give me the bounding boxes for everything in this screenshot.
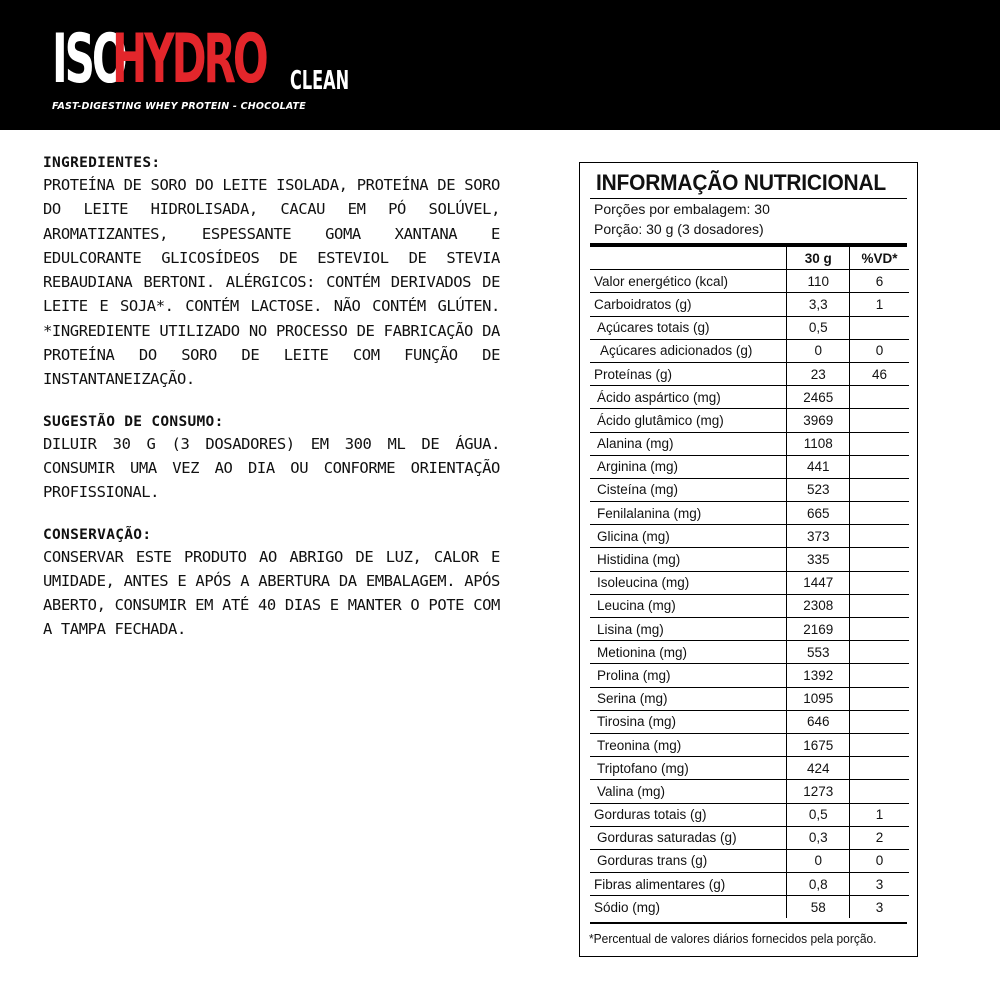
nutrient-dv	[850, 409, 909, 432]
nutrient-name: Açúcares adicionados (g)	[590, 339, 787, 362]
header-amount: 30 g	[787, 247, 850, 270]
nutrient-dv	[850, 757, 909, 780]
nutrient-amount: 0,8	[787, 873, 850, 896]
nutrient-amount: 23	[787, 362, 850, 385]
nutrient-amount: 1447	[787, 571, 850, 594]
nutrient-dv	[850, 525, 909, 548]
nutrient-amount: 58	[787, 896, 850, 919]
nutrient-amount: 0	[787, 849, 850, 872]
nutrient-amount: 2465	[787, 386, 850, 409]
nutrient-name: Prolina (mg)	[590, 664, 787, 687]
nutrient-name: Glicina (mg)	[590, 525, 787, 548]
nutrition-row	[590, 710, 909, 733]
storage-title: CONSERVAÇÃO:	[43, 526, 152, 543]
product-tagline: FAST-DIGESTING WHEY PROTEIN - CHOCOLATE	[52, 101, 306, 112]
nutrition-row	[590, 316, 909, 339]
nutrient-name: Ácido glutâmico (mg)	[590, 409, 787, 432]
nutrition-row	[590, 664, 909, 687]
nutrient-name: Histidina (mg)	[590, 548, 787, 571]
logo-iso-text: ISO	[52, 20, 125, 99]
nutrient-amount: 441	[787, 455, 850, 478]
nutrient-dv: 0	[850, 339, 909, 362]
nutrient-amount: 373	[787, 525, 850, 548]
nutrient-dv	[850, 432, 909, 455]
nutrition-row	[590, 733, 909, 756]
nutrient-dv: 3	[850, 896, 909, 919]
nutrient-name: Leucina (mg)	[590, 594, 787, 617]
storage-text: CONSERVAR ESTE PRODUTO AO ABRIGO DE LUZ, CALOR E UMIDADE, ANTES E APÓS A ABERTURA DA EMBALAGEM. APÓS ABERTO, CONSUMIR EM ATÉ 40 DIAS E MANTER O POTE COM A TAMPA FECHADA.	[43, 547, 500, 639]
nutrient-dv: 1	[850, 803, 909, 826]
nutrition-row	[590, 826, 909, 849]
ingredients-section	[43, 155, 500, 392]
nutrient-name: Ácido aspártico (mg)	[590, 386, 787, 409]
nutrient-dv	[850, 316, 909, 339]
nutrient-name: Treonina (mg)	[590, 733, 787, 756]
nutrition-row	[590, 478, 909, 501]
nutrient-name: Açúcares totais (g)	[590, 316, 787, 339]
nutrient-name: Metionina (mg)	[590, 641, 787, 664]
nutrient-dv	[850, 386, 909, 409]
thick-divider	[590, 922, 907, 924]
nutrient-amount: 335	[787, 548, 850, 571]
nutrient-name: Triptofano (mg)	[590, 757, 787, 780]
nutrient-name: Sódio (mg)	[594, 899, 661, 915]
nutrient-amount: 665	[787, 502, 850, 525]
nutrition-row	[590, 525, 909, 548]
nutrient-dv	[850, 478, 909, 501]
nutrient-name: Tirosina (mg)	[590, 710, 787, 733]
nutrient-name: Gorduras totais (g)	[590, 803, 787, 826]
ingredients-text: PROTEÍNA DE SORO DO LEITE ISOLADA, PROTEÍNA DE SORO DO LEITE HIDROLISADA, CACAU EM PÓ SOLÚVEL, AROMATIZANTES, ESPESSANTE GOMA XANTANA E EDULCORANTE GLICOSÍDEOS DE ESTEVIOL DE STEVIA REBAUDIANA BERTONI. ALÉRGICOS: CONTÉM DERIVADOS DE LEITE E SOJA*. CONTÉM LACTOSE. NÃO CONTÉM GLÚTEN. *INGREDIENTE UTILIZADO NO PROCESSO DE FABRICAÇÃO DA PROTEÍNA DO SORO DE LEITE COM FUNÇÃO DE INSTANTANEIZAÇÃO.	[43, 176, 500, 389]
nutrient-amount: 1273	[787, 780, 850, 803]
nutrient-dv	[850, 733, 909, 756]
nutrient-amount: 0	[787, 339, 850, 362]
nutrition-row	[590, 618, 909, 641]
nutrient-amount: 1108	[787, 432, 850, 455]
nutrition-row	[590, 339, 909, 362]
footnote: *Percentual de valores diários fornecidos pela porção.	[589, 932, 877, 946]
nutrition-title: INFORMAÇÃO NUTRICIONAL	[596, 170, 887, 195]
nutrition-row	[590, 548, 909, 571]
nutrition-row	[590, 594, 909, 617]
nutrition-row	[590, 687, 909, 710]
nutrition-row	[590, 641, 909, 664]
nutrition-row	[590, 571, 909, 594]
nutrient-amount: 3,3	[787, 293, 850, 316]
nutrient-name: Proteínas (g)	[590, 362, 787, 385]
nutrient-name: Arginina (mg)	[590, 455, 787, 478]
nutrient-amount: 1392	[787, 664, 850, 687]
nutrient-dv	[850, 664, 909, 687]
nutrient-dv: 6	[850, 270, 909, 293]
nutrition-row	[590, 849, 909, 872]
nutrient-dv	[850, 641, 909, 664]
storage-section	[43, 527, 500, 642]
brand-logo	[52, 20, 350, 99]
nutrition-facts-panel	[579, 162, 918, 957]
nutrient-amount: 0,3	[787, 826, 850, 849]
nutrient-dv: 0	[850, 849, 909, 872]
nutrient-dv	[850, 455, 909, 478]
nutrient-name: Valor energético (kcal)	[590, 270, 787, 293]
nutrient-dv: 3	[850, 873, 909, 896]
nutrient-amount: 2169	[787, 618, 850, 641]
nutrient-name: Carboidratos (g)	[590, 293, 787, 316]
nutrient-name: Cisteína (mg)	[590, 478, 787, 501]
nutrition-row	[590, 270, 909, 293]
nutrition-header-row	[590, 247, 909, 270]
nutrient-name: Valina (mg)	[590, 780, 787, 803]
usage-section	[43, 414, 500, 505]
nutrient-dv	[850, 687, 909, 710]
nutrition-row	[590, 409, 909, 432]
nutrient-amount: 0,5	[787, 316, 850, 339]
nutrient-name: Fenilalanina (mg)	[590, 502, 787, 525]
nutrient-amount: 553	[787, 641, 850, 664]
usage-title: SUGESTÃO DE CONSUMO:	[43, 413, 224, 430]
nutrient-amount: 2308	[787, 594, 850, 617]
nutrition-row	[590, 293, 909, 316]
nutrient-amount: 523	[787, 478, 850, 501]
nutrient-name: Isoleucina (mg)	[590, 571, 787, 594]
nutrient-dv	[850, 710, 909, 733]
nutrient-amount: 646	[787, 710, 850, 733]
nutrition-row	[590, 896, 909, 919]
nutrition-row	[590, 386, 909, 409]
nutrition-row	[590, 780, 909, 803]
divider	[590, 198, 907, 199]
serving-size: Porção: 30 g (3 dosadores)	[594, 221, 764, 237]
nutrition-row	[590, 502, 909, 525]
header-banner	[0, 0, 1000, 130]
product-info-column	[43, 155, 500, 664]
nutrient-name: Fibras alimentares (g)	[590, 873, 787, 896]
nutrient-amount: 1095	[787, 687, 850, 710]
ingredients-title: INGREDIENTES:	[43, 155, 161, 171]
nutrient-dv: 1	[850, 293, 909, 316]
nutrient-dv	[850, 780, 909, 803]
nutrient-amount: 3969	[787, 409, 850, 432]
nutrient-name: Gorduras saturadas (g)	[590, 826, 787, 849]
nutrition-row	[590, 757, 909, 780]
nutrient-amount: 110	[787, 270, 850, 293]
nutrient-name: Alanina (mg)	[590, 432, 787, 455]
nutrient-dv	[850, 571, 909, 594]
nutrient-amount: 1675	[787, 733, 850, 756]
nutrient-dv	[850, 594, 909, 617]
header-dv: %VD*	[850, 247, 909, 270]
nutrition-row	[590, 873, 909, 896]
nutrient-dv	[850, 502, 909, 525]
nutrient-name: Serina (mg)	[590, 687, 787, 710]
servings-per-package: Porções por embalagem: 30	[594, 201, 770, 217]
nutrition-row	[590, 803, 909, 826]
nutrient-name: Gorduras trans (g)	[590, 849, 787, 872]
nutrition-row	[590, 362, 909, 385]
logo-hydro-text: HYDRO	[112, 20, 266, 99]
logo-clean-text: CLEAN	[290, 66, 350, 96]
nutrition-table	[590, 247, 909, 918]
nutrient-dv: 2	[850, 826, 909, 849]
nutrition-row	[590, 455, 909, 478]
nutrition-row	[590, 432, 909, 455]
nutrient-amount: 0,5	[787, 803, 850, 826]
header-nutrient	[590, 247, 787, 270]
nutrient-dv	[850, 548, 909, 571]
nutrient-name: Lisina (mg)	[590, 618, 787, 641]
usage-text: DILUIR 30 G (3 DOSADORES) EM 300 ML DE ÁGUA. CONSUMIR UMA VEZ AO DIA OU CONFORME ORIENTAÇÃO PROFISSIONAL.	[43, 434, 500, 502]
nutrient-dv	[850, 618, 909, 641]
nutrient-dv: 46	[850, 362, 909, 385]
nutrient-amount: 424	[787, 757, 850, 780]
